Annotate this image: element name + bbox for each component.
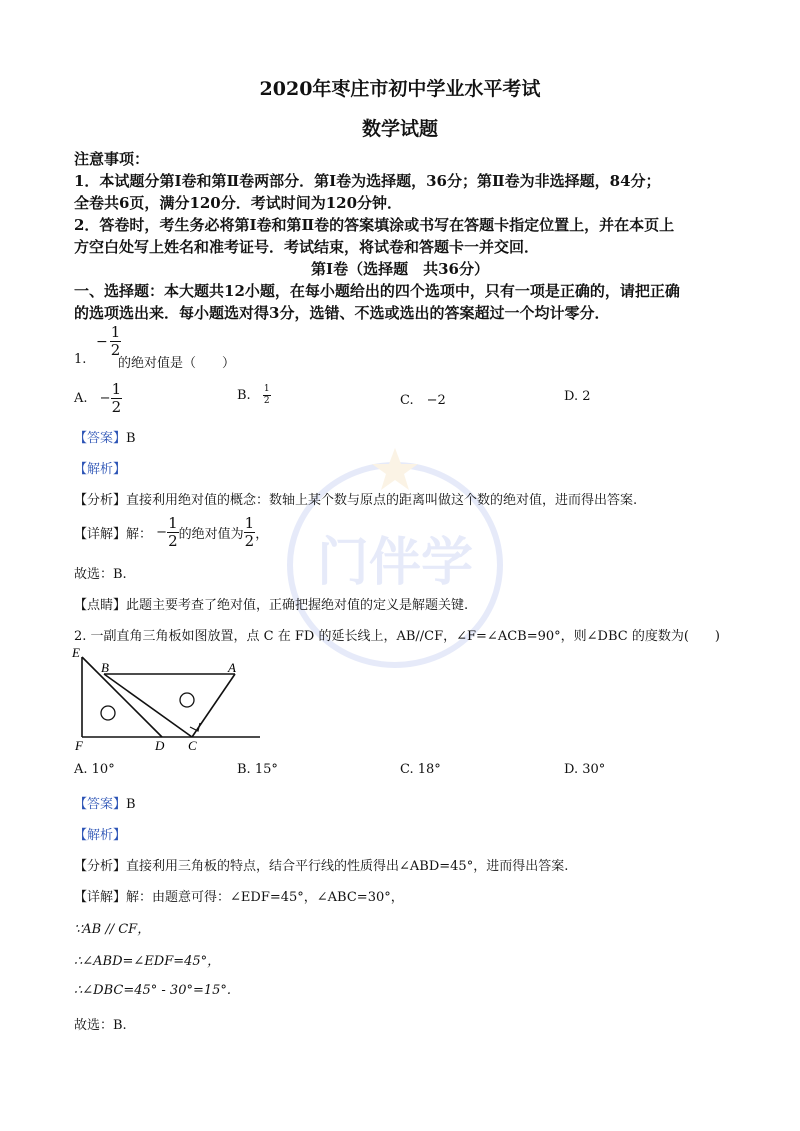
label-C: C xyxy=(188,738,197,753)
label-D: D xyxy=(155,738,165,753)
watermark-text: 门伴学 xyxy=(316,533,474,593)
q2-option-a[interactable]: A. 10° xyxy=(74,762,115,777)
q2-conclusion: 故选：B. xyxy=(74,1018,127,1033)
page-subtitle: 数学试题 xyxy=(361,118,438,140)
label-B: B xyxy=(101,660,109,675)
q1-stem-text: 的绝对值是（ ） xyxy=(118,356,236,371)
q2-stem: 2. 一副直角三角板如图放置，点 C 在 FD 的延长线上，AB//CF，∠F=∠ACB=90°，则∠DBC 的度数为( ) xyxy=(74,629,720,644)
q2-step-2: ∵AB // CF， xyxy=(74,922,151,937)
q1-number: 1. xyxy=(74,352,87,367)
q1-fraction: − $\frac{1}{2}$ xyxy=(96,323,121,359)
q1-analysis: 【分析】直接利用绝对值的概念：数轴上某个数与原点的距离叫做这个数的绝对值，进而得出答案. xyxy=(74,493,638,508)
label-A: A xyxy=(228,660,236,675)
q1-remark: 【点睛】此题主要考查了绝对值，正确把握绝对值的定义是解题关键. xyxy=(74,598,469,613)
q1-answer: 【答案】B xyxy=(74,431,136,446)
notes-heading: 注意事项： xyxy=(74,150,150,168)
section-heading: 第Ⅰ卷（选择题 共36分） xyxy=(311,260,489,278)
right-angle-mark xyxy=(190,723,200,731)
q1-option-d[interactable]: D. 2 xyxy=(564,389,591,404)
q1-option-a[interactable]: A. − $\frac{1}{2}$ xyxy=(74,380,122,416)
q2-analysis: 【分析】直接利用三角板的特点，结合平行线的性质得出∠ABD=45°，进而得出答案. xyxy=(74,859,569,874)
notes-line-3: 2．答卷时，考生务必将第Ⅰ卷和第Ⅱ卷的答案填涂或书写在答题卡指定位置上，并在本页上 xyxy=(74,216,675,234)
label-E: E xyxy=(72,645,80,660)
label-F: F xyxy=(75,738,83,753)
q2-figure xyxy=(70,643,265,753)
q1-option-c[interactable]: C. −2 xyxy=(400,393,446,408)
page-title: 2020年枣庄市初中学业水平考试 xyxy=(259,78,541,100)
notes-line-2: 全卷共6页，满分120分．考试时间为120分钟． xyxy=(74,194,403,212)
hole-circle-left xyxy=(101,706,115,720)
q2-step-4: ∴∠DBC=45° - 30°=15°. xyxy=(74,983,232,998)
segment-BC xyxy=(104,674,192,737)
section-instruction-1: 一、选择题：本大题共12小题，在每小题给出的四个选项中，只有一项是正确的，请把正确 xyxy=(74,282,680,300)
q2-option-c[interactable]: C. 18° xyxy=(400,762,441,777)
segment-ED xyxy=(82,657,162,737)
q2-option-d[interactable]: D. 30° xyxy=(564,762,606,777)
q2-jiexi-tag: 【解析】 xyxy=(74,828,127,843)
section-instruction-2: 的选项选出来．每小题选对得3分，选错、不选或选出的答案超过一个均计零分． xyxy=(74,304,610,322)
notes-line-4: 方空白处写上姓名和准考证号．考试结束，将试卷和答题卡一并交回． xyxy=(74,238,540,256)
q1-option-b[interactable]: B. $\frac{1}{2}$ xyxy=(237,384,270,406)
notes-line-1: 1．本试题分第Ⅰ卷和第Ⅱ卷两部分．第Ⅰ卷为选择题，36分；第Ⅱ卷为非选择题，84分； xyxy=(74,172,661,190)
q2-step-3: ∴∠ABD=∠EDF=45°， xyxy=(74,954,221,969)
hole-circle-right xyxy=(180,693,194,707)
q1-jiexi-tag: 【解析】 xyxy=(74,462,127,477)
q2-answer: 【答案】B xyxy=(74,797,136,812)
watermark-logo xyxy=(280,440,510,680)
q1-conclusion: 故选：B. xyxy=(74,567,127,582)
q1-detail: 【详解】解： − $\frac{1}{2}$ 的绝对值为 $\frac{1}{2}$ ， xyxy=(74,514,269,550)
q2-detail: 【详解】解：由题意可得：∠EDF=45°，∠ABC=30°， xyxy=(74,890,404,905)
q2-option-b[interactable]: B. 15° xyxy=(237,762,278,777)
